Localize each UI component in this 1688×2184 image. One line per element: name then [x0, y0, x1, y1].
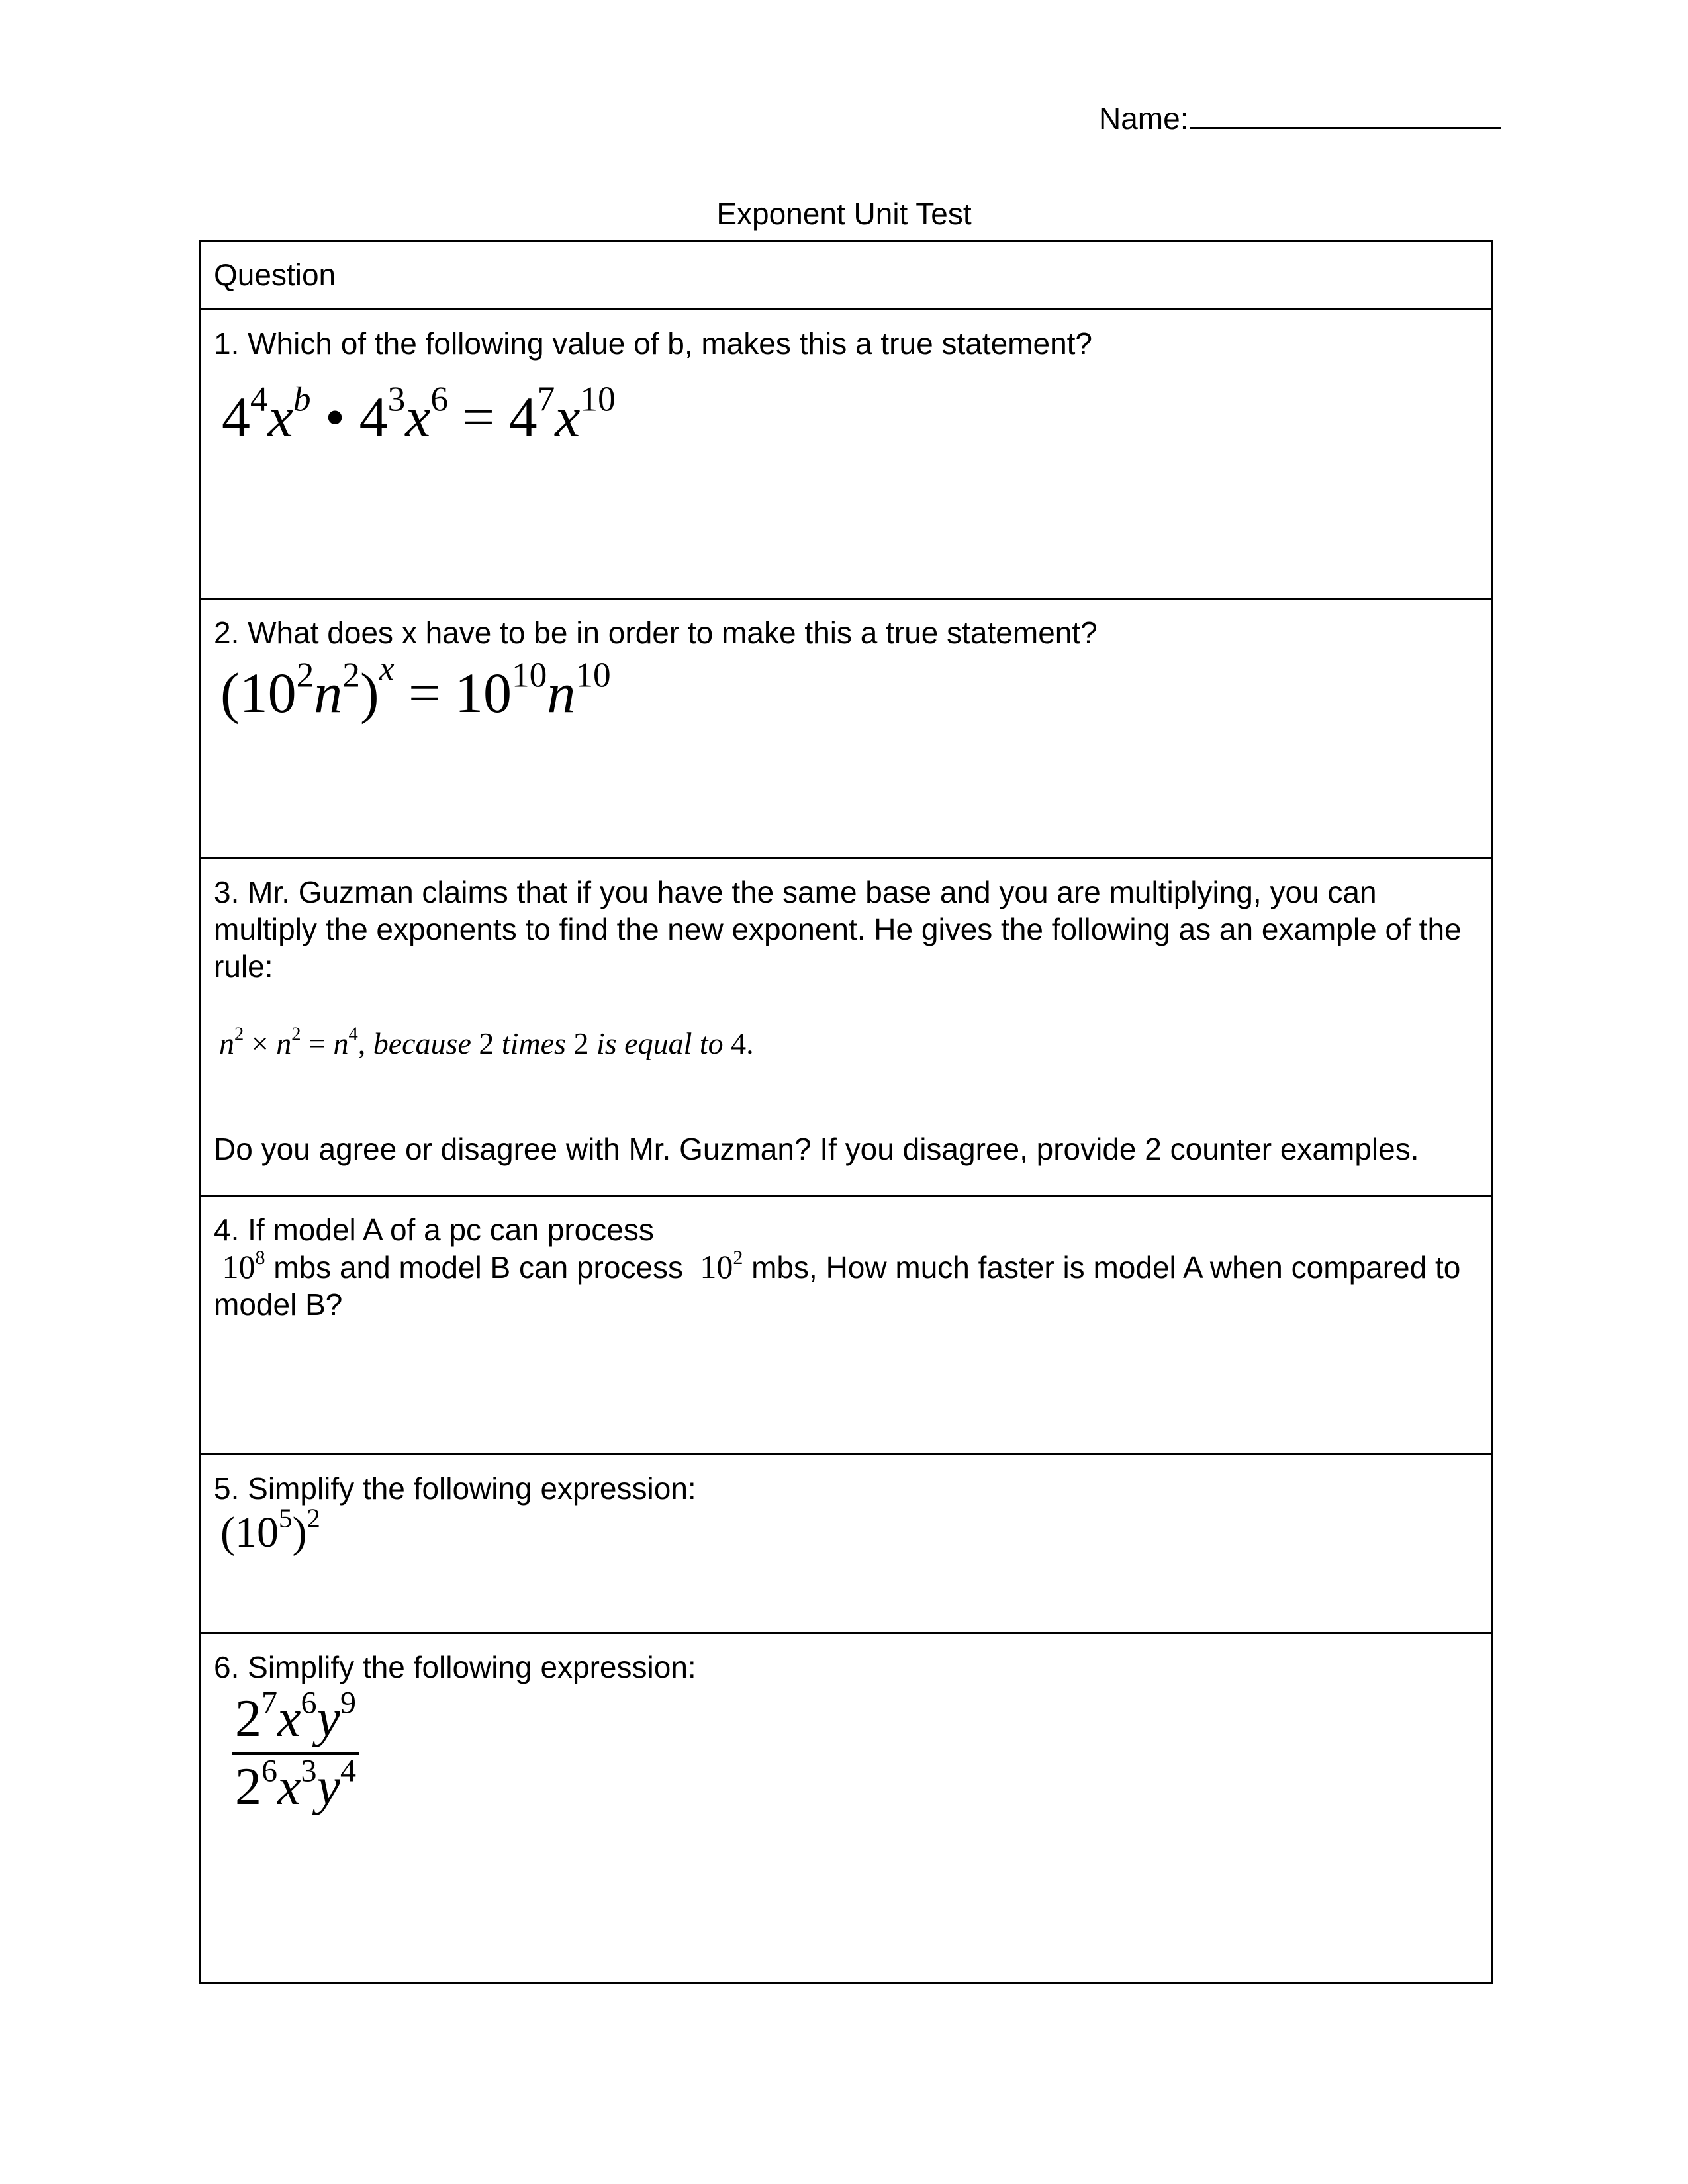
question-1-expression: $4^4x^b$ • $4^3x^6 = 4^7x^{10}$	[222, 379, 616, 449]
question-5	[200, 1455, 1492, 1633]
question-6	[200, 1633, 1492, 1983]
question-5-expression: $(10^5)^2$	[220, 1503, 320, 1557]
question-3-expression: $n^2 \times n^2 = n^4$, because 2 times 2 is equal to 4.	[219, 1024, 754, 1060]
question-3-follow-up: Do you agree or disagree with Mr. Guzman? If you disagree, provide 2 counter examples.	[214, 1132, 1419, 1166]
question-1	[200, 310, 1492, 599]
question-3	[200, 858, 1492, 1196]
question-4-prompt-line1: 4. If model A of a pc can process	[214, 1212, 654, 1247]
column-header: Question	[200, 241, 1492, 310]
question-3-prompt: 3. Mr. Guzman claims that if you have the same base and you are multiplying, you can multiply the exponents to find the new exponent. He gives the following as an example of the rule:	[214, 875, 1462, 983]
name-blank-line[interactable]	[1190, 98, 1501, 129]
name-field[interactable]	[1099, 98, 1501, 134]
question-4-text-mid: mbs and model B can process	[273, 1250, 684, 1285]
name-label: Name:	[1099, 101, 1189, 136]
question-2-prompt: 2. What does x have to be in order to make this a true statement?	[214, 615, 1098, 650]
question-1-prompt: 1. Which of the following value of b, makes this a true statement?	[214, 326, 1093, 361]
fraction-numerator: $2^7x^6y^9$	[235, 1685, 357, 1748]
question-5-prompt: 5. Simplify the following expression:	[214, 1471, 696, 1506]
question-4	[200, 1196, 1492, 1455]
page-title: Exponent Unit Test	[716, 197, 972, 231]
question-4-value-a: $10^8$	[214, 1247, 265, 1285]
fraction-denominator: $2^6x^3y^4$	[232, 1752, 359, 1813]
question-4-prompt-body	[214, 1248, 1477, 1323]
question-2-expression: $(10^2n^2)^x = 10^{10}n^{10}$	[220, 649, 611, 725]
question-4-value-b: $10^2$	[691, 1247, 743, 1285]
question-2	[200, 599, 1492, 858]
question-4-text-end: mbs, How much faster is model A when compared to model B?	[214, 1250, 1461, 1322]
question-table	[199, 240, 1493, 1984]
question-6-expression	[232, 1685, 359, 1816]
question-6-prompt: 6. Simplify the following expression:	[214, 1650, 696, 1684]
